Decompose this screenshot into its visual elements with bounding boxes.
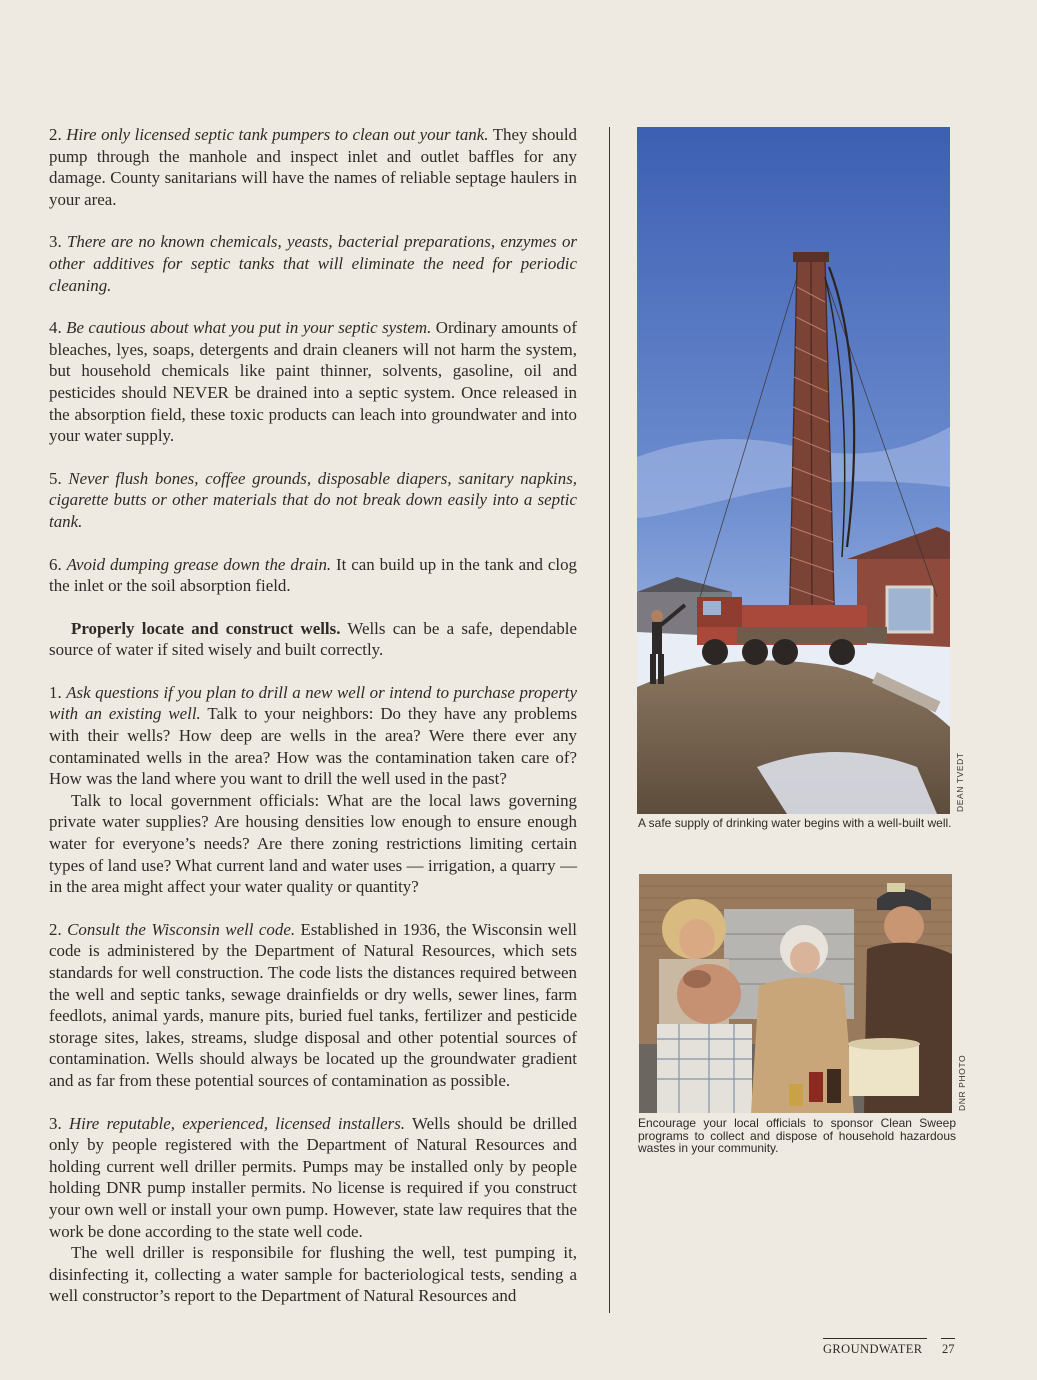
wells-item-3: 3. Hire reputable, experienced, licensed installers. Wells should be drilled only by people registered with the Department of Natural Resources and holding current well driller permits. Pumps may be installed only by people holding DNR pump installer permits. No license is required if you construct your own well or install your own pump. However, state law requires that the work be done according to the state well code. [49,1113,577,1241]
footer-section-title: GROUNDWATER [823,1342,923,1356]
photo-caption-bottom: Encourage your local officials to sponsor Clean Sweep programs to collect and dispose of household hazardous wastes in your community. [638,1116,956,1155]
septic-item-3: 3. There are no known chemicals, yeasts, bacterial preparations, enzymes or other additives for septic tanks that will eliminate the need for periodic cleaning. [49,232,577,295]
septic-item-2: 2. Hire only licensed septic tank pumpers to clean out your tank. They should pump through the manhole and inspect inlet and outlet baffles for any damage. County sanitarians will have the names of reliable septage haulers in your area. [49,125,577,209]
photo-credit-top: DEAN TVEDT [955,752,965,812]
footer-rule-page [941,1338,955,1339]
photo-credit-bottom: DNR PHOTO [957,1054,967,1111]
drilling-rig-illustration [637,127,950,814]
wells-item-3-cont: The well driller is responsibile for flushing the well, test pumping it, disinfecting it, collecting a water sample for bacteriological tests, sending a well constructor’s report to the Department of Natural Resources and [49,1243,577,1306]
clean-sweep-photo [639,874,952,1113]
column-divider [609,127,610,1313]
clean-sweep-illustration [639,874,952,1113]
septic-item-5: 5. Never flush bones, coffee grounds, disposable diapers, sanitary napkins, cigarette butts or other materials that do not break down easily into a septic tank. [49,468,577,531]
footer-rule [823,1338,927,1339]
well-drilling-photo [637,127,950,814]
section-heading: Properly locate and construct wells. [71,618,341,638]
septic-item-6: 6. Avoid dumping grease down the drain. It can build up in the tank and clog the inlet or the soil absorption field. [49,554,577,596]
article-text [49,124,577,1307]
septic-item-4: 4. Be cautious about what you put in your septic system. Ordinary amounts of bleaches, lyes, soaps, detergents and drain cleaners will not harm the system, but household chemicals like paint thinner, solvents, gasoline, oil and pesticides should NEVER be drained into a septic system. Once released in the absorption field, these toxic products can leach into groundwater and into your water supply. [49,318,577,446]
wells-item-1: 1. Ask questions if you plan to drill a new well or intend to purchase property with an existing well. Talk to your neighbors: Do they have any problems with their wells? How deep are wells in the area? Were there ever any contaminated wells in the area? How was the contamination taken care of? How was the land where you want to drill the well used in the past? [49,682,578,789]
wells-item-2: 2. Consult the Wisconsin well code. Established in 1936, the Wisconsin well code is administered by the Department of Natural Resources, which sets standards for well construction. The code lists the distances required between the well and septic tanks, sewage drainfields or dry wells, sewer lines, farm feedlots, animal yards, manure pits, buried fuel tanks, fertilizer and pesticide storage sites, lakes, streams, sludge disposal and other potential sources of contamination. Wells should always be located up the groundwater gradient and as far from these potential sources of contamination as possible. [49,919,577,1090]
wells-item-1-cont: Talk to local government officials: What are the local laws governing private water supplies? Are housing densities low enough to ensure enough water for everyone’s needs? Are there zoning restrictions limiting certain types of land use? What current land and water uses — irrigation, a quarry — in the area might affect your water quality or quantity? [49,790,577,897]
wells-section-intro: Properly locate and construct wells. Wells can be a safe, dependable source of water if sited wisely and built correctly. [49,618,577,660]
photo-caption-top: A safe supply of drinking water begins with a well-built well. [638,816,952,830]
page-number: 27 [942,1342,955,1356]
